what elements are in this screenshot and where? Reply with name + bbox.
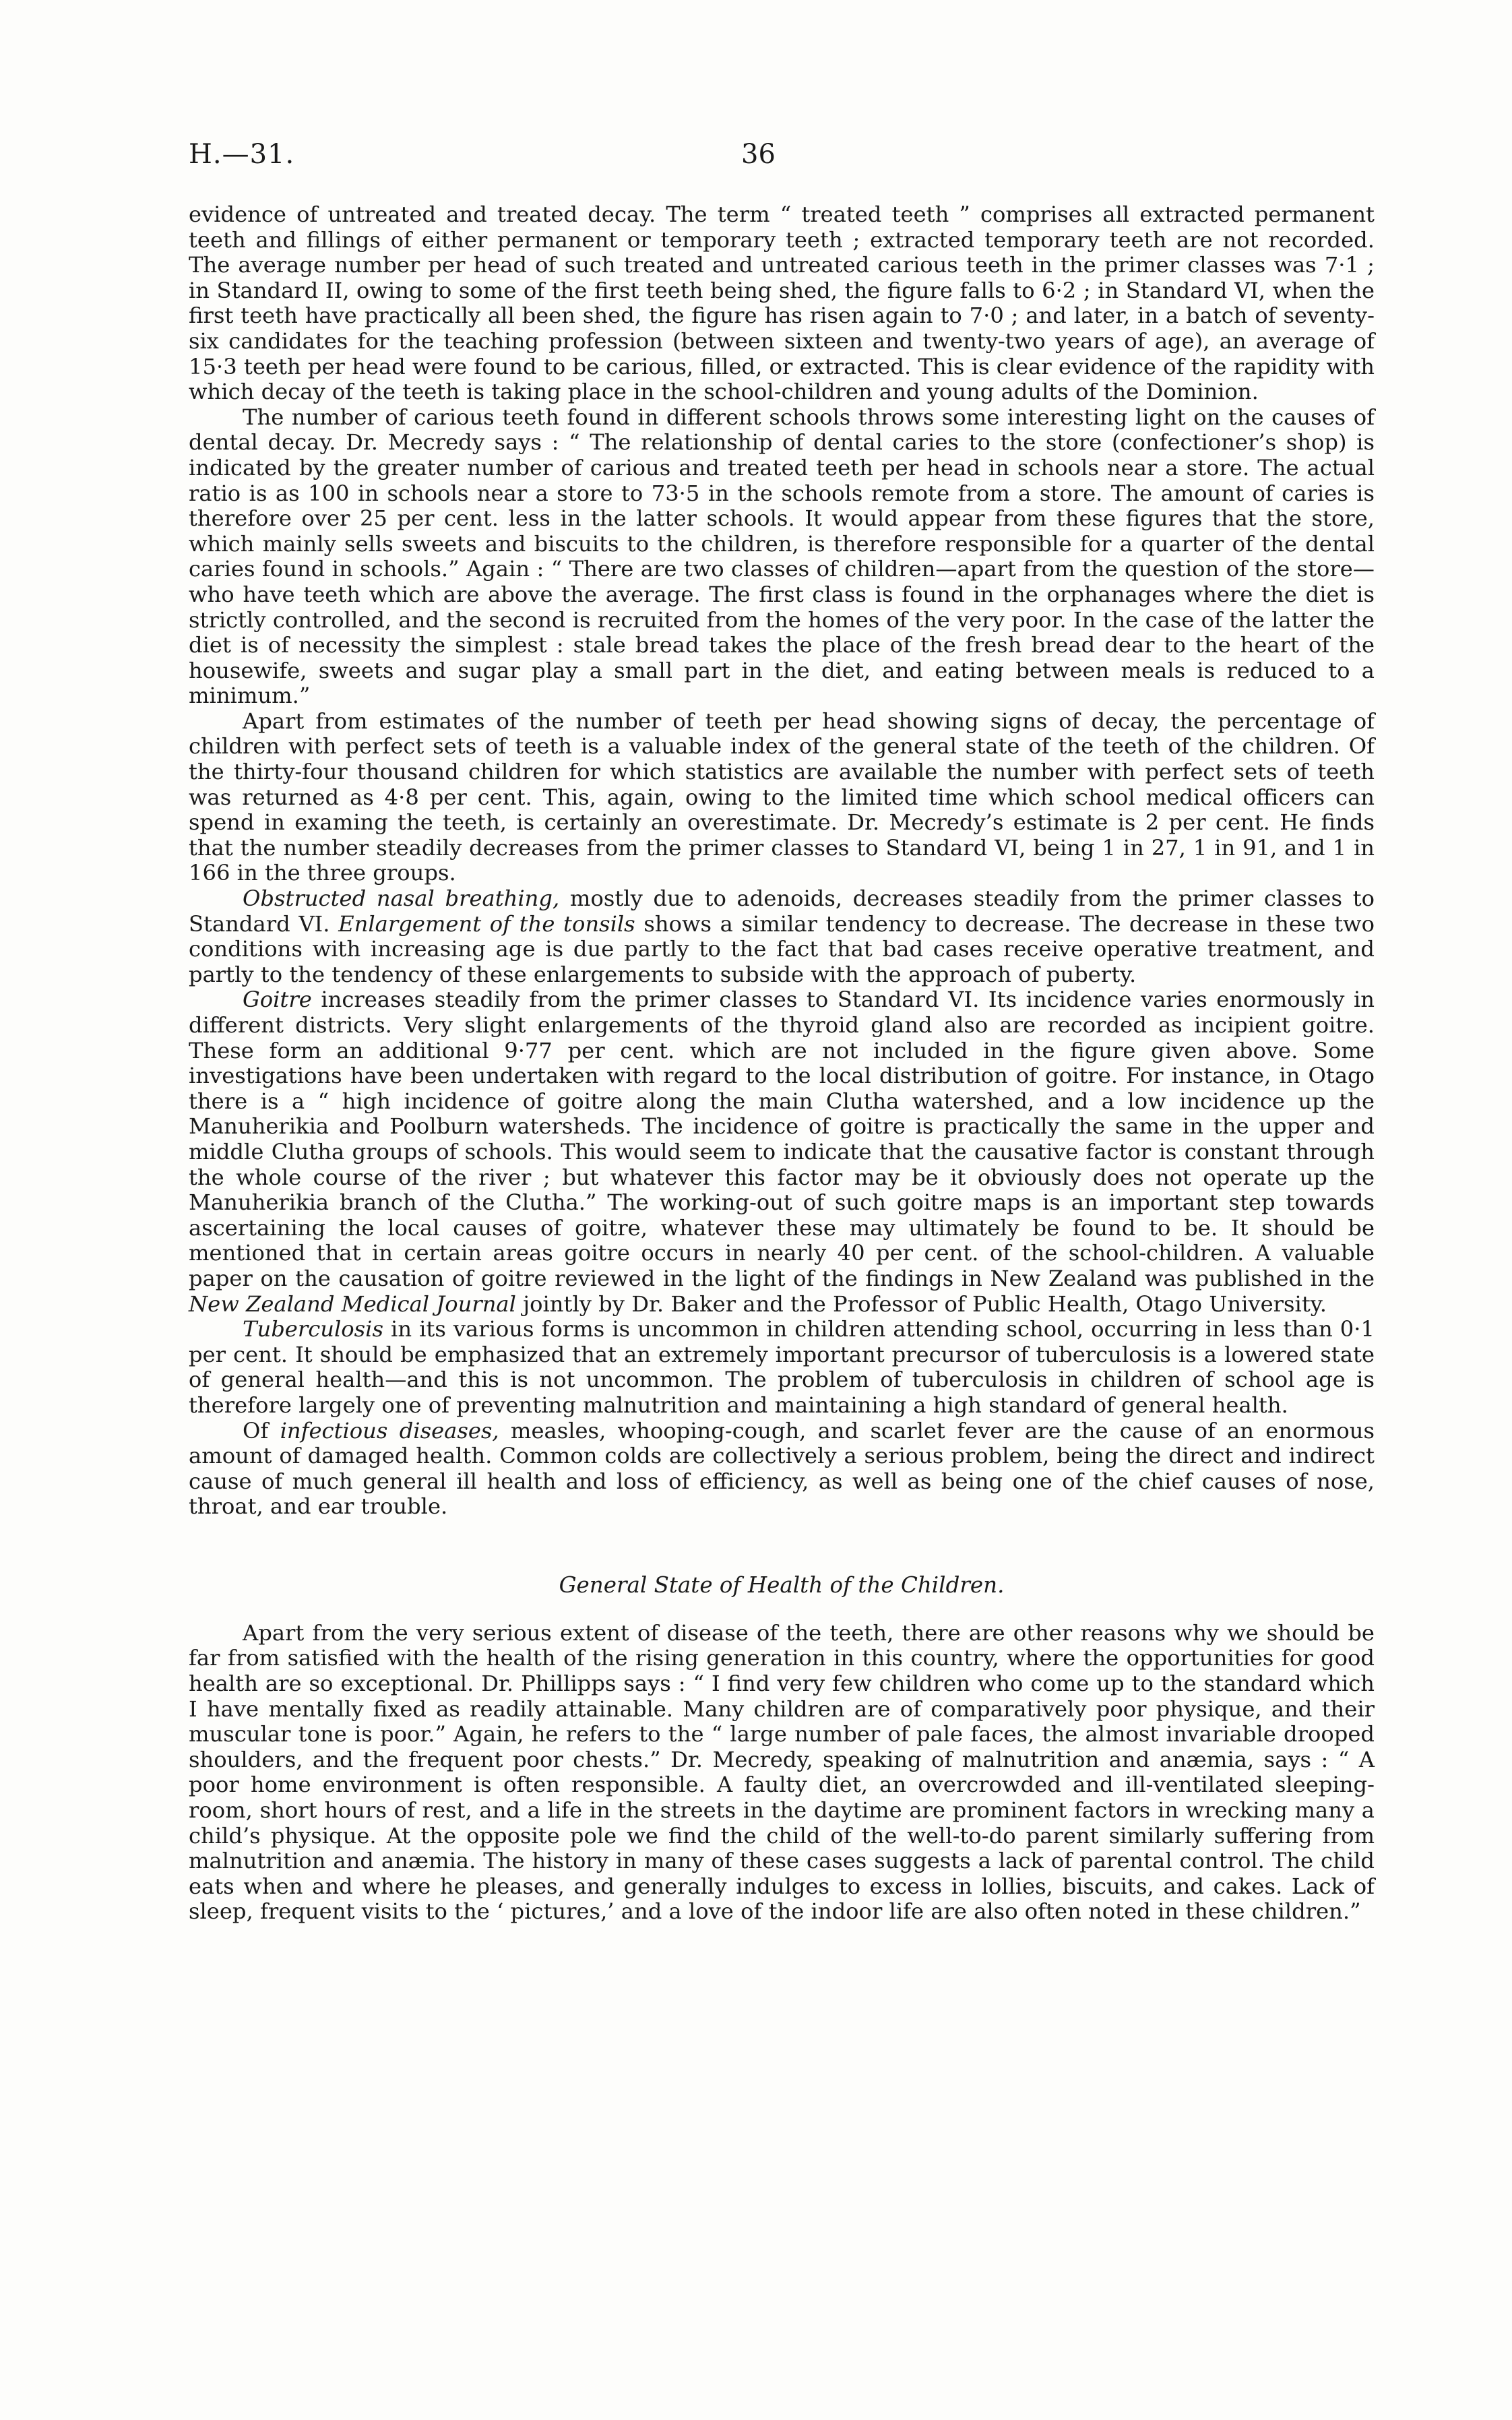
paragraph-nasal-breathing (189, 886, 1375, 987)
term-obstructed-nasal-breathing: Obstructed nasal breathing, (243, 886, 560, 912)
paragraph-goitre-text-1: increases steadily from the primer classes to Standard VI. Its incidence varies enormously in different districts. Very slight enlargements of the thyroid gland also are recorded as incipient goitre. These form an additional 9·77 per cent. which are not included in the figure given above. Some investigations have been undertaken with regard to the local distribution of goitre. For instance, in Otago there is a “ high incidence of goitre along the main Clutha watershed, and a low incidence up the Manuherikia and Poolburn watersheds. The incidence of goitre is practically the same in the upper and middle Clutha groups of schools. This would seem to indicate that the causative factor is constant through the whole course of the river ; but whatever this factor may be it obviously does not operate up the Manuherikia branch of the Clutha.” The working-out of such goitre maps is an important step towards ascertaining the local causes of goitre, whatever these may ultimately be found to be. It should be mentioned that in certain areas goitre occurs in nearly 40 per cent. of the school-children. A valuable paper on the causation of goitre reviewed in the light of the findings in New Zealand was published in the (189, 987, 1375, 1291)
paragraph-general-health: Apart from the very serious extent of disease of the teeth, there are other reasons why we should be far from satisfied with the health of the rising generation in this country, where the opportunities for good health are so exceptional. Dr. Phillipps says : “ I find very few children who come up to the standard which I have mentally fixed as readily attainable. Many children are of comparatively poor physique, and their muscular tone is poor.” Again, he refers to the “ large number of pale faces, the almost invariable drooped shoulders, and the frequent poor chests.” Dr. Mecredy, speaking of malnutrition and anæmia, says : “ A poor home environment is often responsible. A faulty diet, an overcrowded and ill-ventilated sleeping-room, short hours of rest, and a life in the streets in the daytime are prominent factors in wrecking many a child’s physique. At the opposite pole we find the child of the well-to-do parent similarly suffering from malnutrition and anæmia. The history in many of these cases suggests a lack of parental control. The child eats when and where he pleases, and generally indulges to excess in lollies, biscuits, and cakes. Lack of sleep, frequent visits to the ‘ pictures,’ and a love of the indoor life are also often noted in these children.” (189, 1619, 1375, 1925)
document-reference: H.—31. (189, 139, 295, 170)
term-goitre: Goitre (243, 987, 312, 1013)
page-header (189, 139, 1323, 179)
paragraph-goitre-text-2: jointly by Dr. Baker and the Professor of Public Health, Otago University. (515, 1291, 1327, 1317)
paragraph-nasal-breathing-text-2: shows a similar tendency to decrease. The decrease in these two conditions with increasing age is due partly to the fact that bad cases receive operative treatment, and partly to the tendency of these enlargements to subside with the approach of puberty. (189, 910, 1375, 987)
paragraph-carious-teeth-schools: The number of carious teeth found in different schools throws some interesting light on the causes of dental decay. Dr. Mecredy says : “ The relationship of dental caries to the store (confectioner’s shop) is indicated by the greater number of carious and treated teeth per head in schools near a store. The actual ratio is as 100 in schools near a store to 73·5 in the schools remote from a store. The amount of caries is therefore over 25 per cent. less in the latter schools. It would appear from these figures that the store, which mainly sells sweets and biscuits to the children, is therefore responsible for a quarter of the dental caries found in schools.” Again : “ There are two classes of children—apart from the question of the store—who have teeth which are above the average. The first class is found in the orphanages where the diet is strictly controlled, and the second is recruited from the homes of the very poor. In the case of the latter the diet is of necessity the simplest : stale bread takes the place of the fresh bread dear to the heart of the housewife, sweets and sugar play a small part in the diet, and eating between meals is reduced to a minimum.” (189, 404, 1375, 709)
paragraph-perfect-teeth: Apart from estimates of the number of teeth per head showing signs of decay, the percentage of children with perfect sets of teeth is a valuable index of the general state of the teeth of the children. Of the thirty-four thousand children for which statistics are available the number with perfect sets of teeth was returned as 4·8 per cent. This, again, owing to the limited time which school medical officers can spend in examing the teeth, is certainly an overestimate. Dr. Mecredy’s estimate is 2 per cent. He finds that the number steadily decreases from the primer classes to Standard VI, being 1 in 27, 1 in 91, and 1 in 166 in the three groups. (189, 708, 1375, 886)
paragraph-nasal-breathing-text-1: mostly due to adenoids, decreases steadily from the primer classes to Standard VI. (189, 886, 1375, 937)
paragraph-tuberculosis-text: in its various forms is uncommon in children attending school, occurring in less than 0·1 per cent. It should be emphasized that an extremely important precursor of tuberculosis is a lowered state of general health—and this is not uncommon. The problem of tuberculosis in children of school age is therefore largely one of preventing malnutrition and maintaining a high standard of general health. (189, 1316, 1375, 1418)
paragraph-tuberculosis (189, 1317, 1375, 1418)
paragraph-goitre (189, 987, 1375, 1317)
term-tuberculosis: Tuberculosis (243, 1316, 383, 1342)
paragraph-dental-decay-continued: evidence of untreated and treated decay. The term “ treated teeth ” comprises all extracted permanent teeth and fillings of either permanent or temporary teeth ; extracted temporary teeth are not recorded. The average number per head of such treated and untreated carious teeth in the primer classes was 7·1 ; in Standard II, owing to some of the first teeth being shed, the figure falls to 6·2 ; in Standard VI, when the first teeth have practically all been shed, the figure has risen again to 7·0 ; and later, in a batch of seventy-six candidates for the teaching profession (between sixteen and twenty-two years of age), an average of 15·3 teeth per head were found to be carious, filled, or extracted. This is clear evidence of the rapidity with which decay of the teeth is taking place in the school-children and young adults of the Dominion. (189, 201, 1375, 405)
journal-title: New Zealand Medical Journal (189, 1291, 516, 1317)
page-body (189, 202, 1375, 1925)
page-number: 36 (741, 139, 776, 170)
paragraph-infectious-text-1: Of (243, 1417, 280, 1444)
section-heading: General State of Health of the Children. (559, 1572, 1005, 1598)
term-enlargement-of-tonsils: Enlargement of the tonsils (338, 910, 635, 937)
paragraph-infectious-diseases (189, 1419, 1375, 1520)
term-infectious-diseases: infectious diseases, (280, 1417, 499, 1444)
paragraph-infectious-text-2: measles, whooping-cough, and scarlet fever are the cause of an enormous amount of damaged health. Common colds are collectively a serious problem, being the direct and indirect cause of much general ill health and loss of efficiency, as well as being one of the chief causes of nose, throat, and ear trouble. (189, 1417, 1375, 1520)
